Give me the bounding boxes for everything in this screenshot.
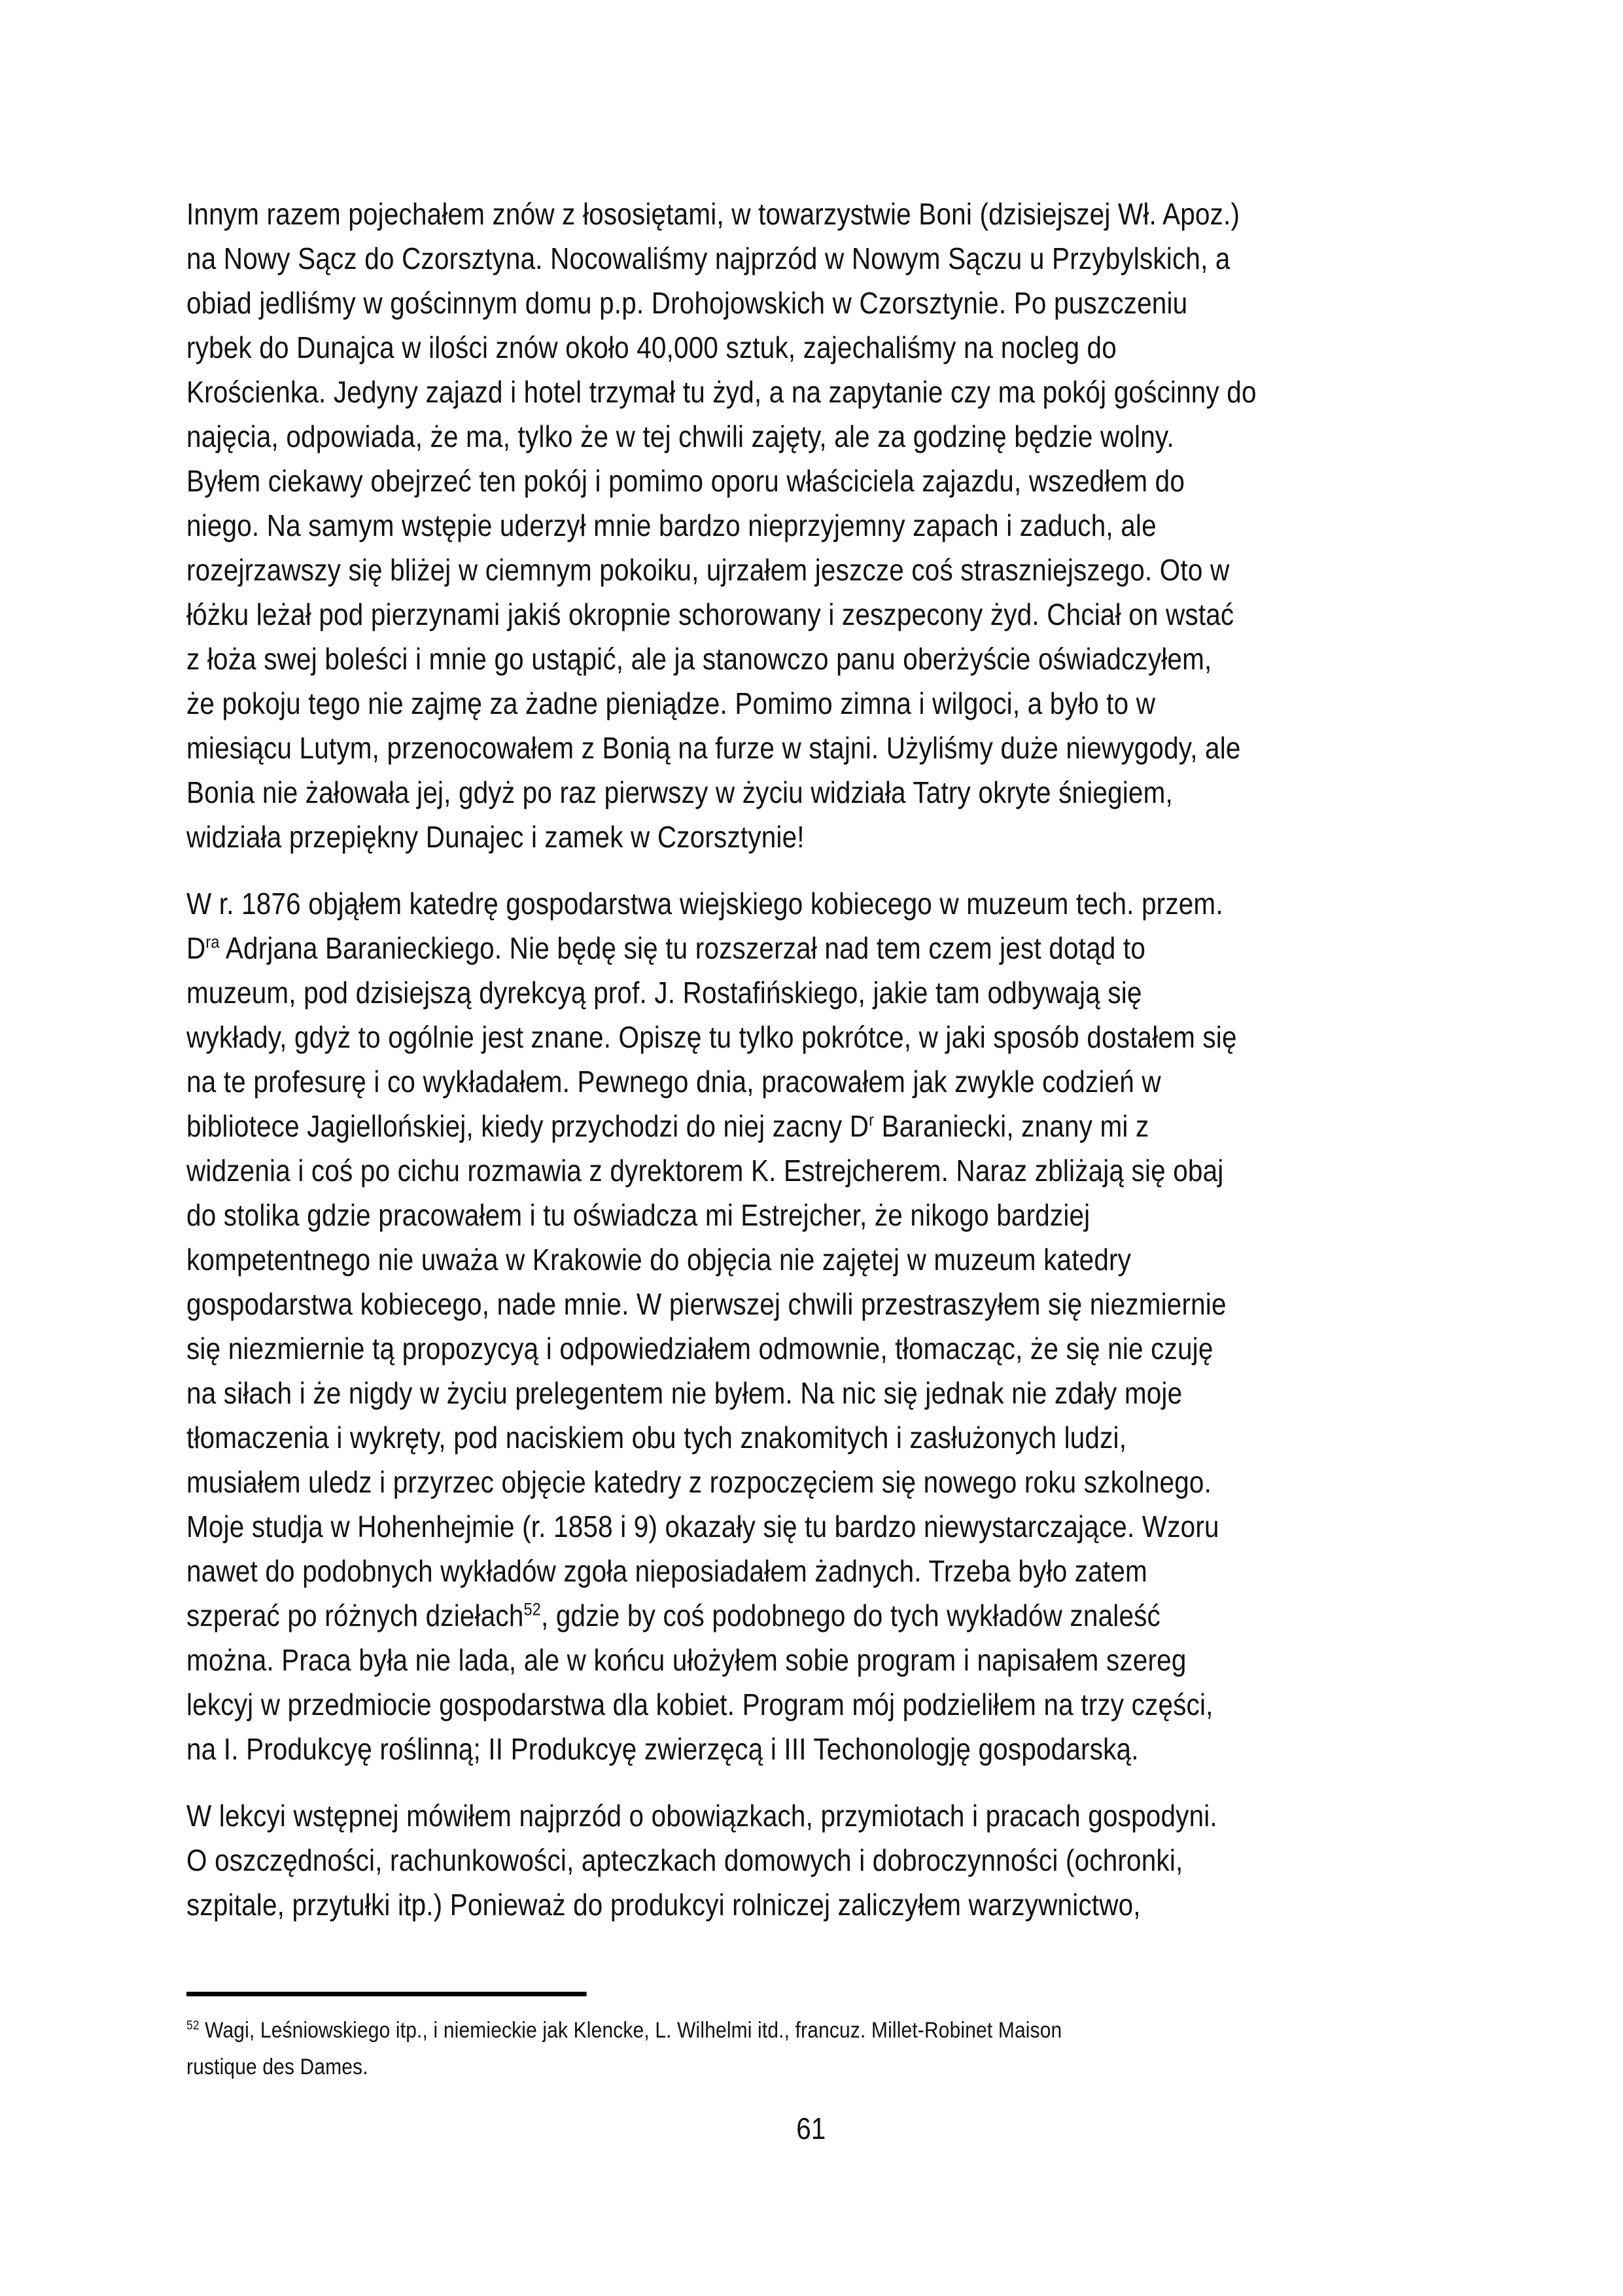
text-line: łóżku leżał pod pierzynami jakiś okropnie schorowany i zeszpecony żyd. Chciał on wstać: [186, 597, 1234, 631]
text-line: niego. Na samym wstępie uderzył mnie bardzo nieprzyjemny zapach i zaduch, ale: [186, 508, 1157, 542]
text-line: lekcyj w przedmiocie gospodarstwa dla kobiet. Program mój podzieliłem na trzy części,: [186, 1687, 1213, 1722]
text-line: widzenia i coś po cichu rozmawia z dyrektorem K. Estrejcherem. Naraz zbliżają się obaj: [186, 1154, 1224, 1188]
text-line: obiad jedliśmy w gościnnym domu p.p. Drohojowskich w Czorsztynie. Po puszczeniu: [186, 286, 1188, 320]
text-line: na I. Produkcyę roślinną; II Produkcyę zwierzęcą i III Techonologję gospodarską.: [186, 1732, 1139, 1766]
text-line: najęcia, odpowiada, że ma, tylko że w tej chwili zajęty, ale za godzinę będzie wolny.: [186, 419, 1174, 453]
text-line: szpitale, przytułki itp.) Ponieważ do produkcyi rolniczej zaliczyłem warzywnictwo,: [186, 1888, 1141, 1922]
footnote-reference: 52: [523, 1599, 541, 1619]
text-line: miesiącu Lutym, przenocowałem z Bonią na furze w stajni. Użyliśmy duże niewygody, ale: [186, 731, 1241, 765]
text-line: można. Praca była nie lada, ale w końcu ułożyłem sobie program i napisałem szereg: [186, 1643, 1187, 1677]
text-line: W lekcyi wstępnej mówiłem najprzód o obowiązkach, przymiotach i pracach gospodyni.: [186, 1799, 1217, 1833]
footnote-line: rustique des Dames.: [186, 2055, 368, 2079]
text-line: bibliotece Jagiellońskiej, kiedy przychodzi do niej zacny $D^r$ Baraniecki, znany mi z: [186, 1109, 1149, 1143]
text-line: rybek do Dunajca w ilości znów około 40,000 sztuk, zajechaliśmy na nocleg do: [186, 330, 1117, 364]
text-line: $D^{ra}$ Adrjana Baranieckiego. Nie będę się tu rozszerzał nad tem czem jest dotąd to: [186, 931, 1146, 965]
text-line: do stolika gdzie pracowałem i tu oświadcza mi Estrejcher, że nikogo bardziej: [186, 1198, 1091, 1232]
text-line: tłomaczenia i wykręty, pod naciskiem obu tych znakomitych i zasłużonych ludzi,: [186, 1421, 1127, 1455]
text-line: O oszczędności, rachunkowości, apteczkach domowych i dobroczynności (ochronki,: [186, 1843, 1183, 1877]
text-line: nawet do podobnych wykładów zgoła nieposiadałem żadnych. Trzeba było zatem: [186, 1554, 1147, 1588]
text-line: z łoża swej boleści i mnie go ustąpić, ale ja stanowczo panu oberżyście oświadczyłem,: [186, 642, 1212, 676]
footnote-line: $^{52}$ Wagi, Leśniowskiego itp., i niemieckie jak Klencke, L. Wilhelmi itd., francuz. Millet-Robinet Maison: [186, 2018, 1062, 2043]
text-line: Krościenka. Jedyny zajazd i hotel trzymał tu żyd, a na zapytanie czy ma pokój gościnny do: [186, 375, 1257, 409]
text-line: wykłady, gdyż to ogólnie jest znane. Opiszę tu tylko pokrótce, w jaki sposób dostałem się: [186, 1020, 1237, 1054]
paragraph: [186, 192, 1436, 859]
text-line: na Nowy Sącz do Czorsztyna. Nocowaliśmy najprzód w Nowym Sączu u Przybylskich, a: [186, 241, 1230, 275]
text-line: się niezmiernie tą propozycyą i odpowiedziałem odmownie, tłomacząc, że się nie czuję: [186, 1332, 1213, 1366]
text-line: W r. 1876 objąłem katedrę gospodarstwa wiejskiego kobiecego w muzeum tech. przem.: [186, 887, 1223, 921]
text-line: musiałem uledz i przyrzec objęcie katedry z rozpoczęciem się nowego roku szkolnego.: [186, 1465, 1212, 1499]
page-body-text: [186, 192, 1436, 2149]
text-line: że pokoju tego nie zajmę za żadne pieniądze. Pomimo zimna i wilgoci, a było to w: [186, 686, 1156, 720]
footnote-reference: ra: [205, 932, 220, 952]
text-line: Innym razem pojechałem znów z łososiętami, w towarzystwie Boni (dzisiejszej Wł. Apoz.): [186, 197, 1240, 231]
footnote: [186, 2012, 1436, 2085]
text-line: Moje studja w Hohenhejmie (r. 1858 i 9) okazały się tu bardzo niewystarczające. Wzoru: [186, 1510, 1219, 1544]
text-line: rozejrzawszy się bliżej w ciemnym pokoiku, ujrzałem jeszcze coś straszniejszego. Oto w: [186, 553, 1230, 587]
footnote-reference: r: [869, 1110, 875, 1130]
text-line: Byłem ciekawy obejrzeć ten pokój i pomimo oporu właściciela zajazdu, wszedłem do: [186, 464, 1185, 498]
text-line: widziała przepiękny Dunajec i zamek w Czorsztynie!: [186, 820, 805, 854]
footnote-lines-container: [186, 2012, 1436, 2085]
text-line: na siłach i że nigdy w życiu prelegentem nie byłem. Na nic się jednak nie zdały moje: [186, 1376, 1183, 1410]
paragraph: [186, 881, 1436, 1771]
text-line: kompetentnego nie uważa w Krakowie do objęcia nie zajętej w muzeum katedry: [186, 1243, 1132, 1277]
text-line: muzeum, pod dzisiejszą dyrekcyą prof. J. Rostafińskiego, jakie tam odbywają się: [186, 976, 1142, 1010]
text-line: Bonia nie żałowała jej, gdyż po raz pierwszy w życiu widziała Tatry okryte śniegiem,: [186, 775, 1173, 809]
paragraphs-container: [186, 192, 1436, 1927]
text-line: na te profesurę i co wykładałem. Pewnego dnia, pracowałem jak zwykle codzień w: [186, 1065, 1161, 1099]
footnote-separator: [186, 1992, 587, 1996]
text-line: gospodarstwa kobiecego, nade mnie. W pierwszej chwili przestraszyłem się niezmiernie: [186, 1287, 1227, 1321]
text-line: szperać po różnych dziełach$^{52}$, gdzie by coś podobnego do tych wykładów znaleść: [186, 1598, 1161, 1633]
footnote-reference: 52: [186, 2018, 200, 2033]
paragraph: [186, 1793, 1436, 1927]
page-number: 61: [796, 2111, 826, 2146]
